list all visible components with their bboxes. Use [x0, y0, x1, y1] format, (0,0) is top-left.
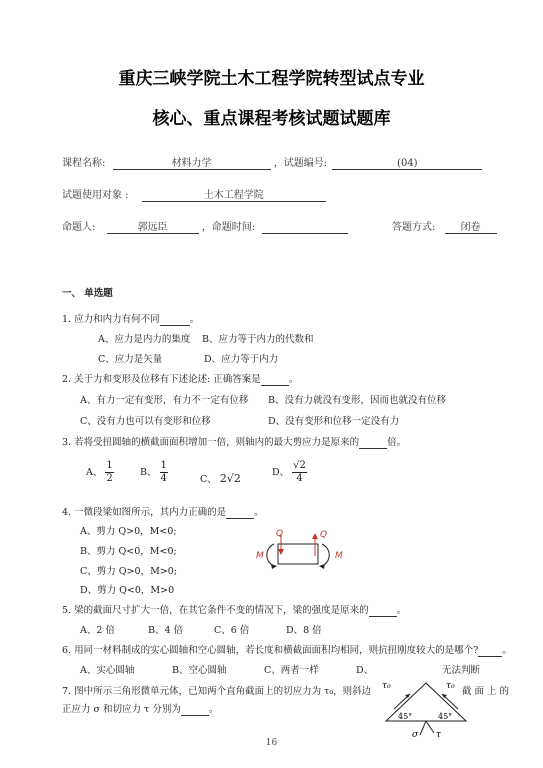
q5-option-b: B、4 倍 [148, 625, 184, 636]
q1-answer-blank[interactable] [160, 314, 190, 326]
right-moment-arc [322, 544, 329, 566]
q4-option-d: D、剪力 Q<0，M>0 [80, 585, 175, 596]
q7-line1b: 截 面 上 的 [462, 686, 510, 697]
fig-tau0-right: τ₀ [446, 681, 455, 691]
section-heading: 一、 单选题 [62, 288, 113, 299]
q3-stem-end: 倍。 [387, 437, 407, 448]
mode-label: 答题方式: [392, 222, 436, 233]
q7-line2 [62, 701, 218, 716]
q3-option-a-label: A、 [86, 467, 103, 478]
audience-label: 试题使用对象 : [62, 190, 129, 201]
fig-q-left: Q [276, 529, 284, 539]
q6-option-d: D、 [356, 665, 374, 676]
triangle-element-figure [376, 679, 476, 739]
document-title-line1: 重庆三峡学院土木工程学院转型试点专业 [118, 69, 425, 89]
author-label: 命题人: [62, 222, 96, 233]
q3-option-c-label: C、 [200, 474, 217, 485]
q3-a-denominator: 2 [106, 473, 113, 484]
q3-b-numerator: 1 [160, 460, 167, 471]
tau-arrow [426, 721, 434, 733]
fig-angle-left: 45° [398, 712, 413, 721]
q2-option-b: B、没有力就没有变形，因而也就没有位移 [268, 395, 446, 406]
fig-tau0-left: τ₀ [382, 681, 391, 691]
left-shear-arrowhead [278, 549, 284, 555]
course-row [62, 154, 482, 170]
q2-option-a: A、有力一定有变形，有力不一定有位移 [80, 395, 249, 406]
q1-stem-text: 1. 应力和内力有何不同 [62, 314, 160, 325]
q2-answer-blank[interactable] [261, 374, 289, 386]
q6-stem [62, 642, 512, 657]
q4-stem-end: 。 [254, 507, 264, 518]
code-label: ，试题编号: [273, 158, 328, 169]
q3-b-denominator: 4 [160, 473, 167, 484]
left-moment-arc [267, 544, 274, 566]
q3-option-a-fraction [105, 460, 113, 485]
q1-stem [62, 311, 199, 326]
q3-d-denominator: 4 [296, 473, 303, 484]
q6-answer-blank[interactable] [478, 645, 502, 657]
fig-m-left: M [256, 551, 264, 561]
q3-option-d [272, 460, 307, 485]
q4-answer-blank[interactable] [226, 507, 254, 519]
q5-option-d: D、8 倍 [286, 625, 322, 636]
fig-m-right: M [335, 551, 343, 561]
q3-option-d-fraction [292, 460, 307, 485]
q6-option-a: A、实心圆轴 [80, 665, 135, 676]
q5-stem-end: 。 [396, 605, 407, 616]
fig-tau: τ [436, 730, 441, 739]
q7-line2-text: 正应力 σ 和切应力 τ 分别为 [62, 704, 181, 715]
q7-line2-end: 。 [208, 704, 219, 715]
q3-answer-blank[interactable] [359, 437, 387, 449]
document-title-line2: 核心、重点课程考核试题试题库 [152, 109, 391, 129]
q6-option-d-text: 无法判断 [442, 665, 481, 676]
q6-option-b: B、空心圆轴 [172, 665, 227, 676]
time-value [262, 222, 348, 234]
q1-option-a: A、应力是内力的集度 [98, 334, 191, 345]
author-value: 郭远臣 [107, 218, 199, 234]
q5-stem [62, 602, 406, 617]
audience-row [62, 186, 326, 202]
q6-stem-end: 。 [502, 645, 512, 656]
q3-stem [62, 434, 406, 449]
q3-option-c-value: 2√2 [219, 472, 241, 485]
right-moment-arrowhead [319, 564, 325, 569]
course-value: 材料力学 [113, 154, 271, 170]
q6-option-c: C、两者一样 [264, 665, 319, 676]
code-value: (04) [332, 158, 482, 170]
right-shear-arrowhead [312, 533, 318, 539]
q3-a-numerator: 1 [106, 460, 113, 471]
page-number: 16 [265, 738, 278, 748]
q4-option-a: A、剪力 Q>0，M<0; [80, 526, 177, 537]
q1-option-c: C、应力是矢量 [98, 354, 163, 365]
q3-option-b-fraction [160, 460, 168, 485]
mode-row [392, 218, 497, 234]
q3-option-b-label: B、 [140, 467, 157, 478]
fig-angle-right: 45° [438, 712, 453, 721]
q6-stem-text: 6. 用同一材料制成的实心圆轴和空心圆轴，若长度和横截面面积均相同，则抗扭刚度较大的是哪个? [62, 645, 479, 656]
q1-option-b: B、应力等于内力的代数和 [202, 334, 314, 345]
mode-value: 闭卷 [445, 218, 497, 234]
q3-option-a [86, 460, 114, 485]
q2-stem [62, 371, 298, 386]
q4-stem [62, 504, 264, 519]
q5-answer-blank[interactable] [369, 605, 397, 617]
q4-stem-text: 4. 一微段梁如图所示，其内力正确的是 [62, 507, 227, 518]
time-label: ，命题时间: [201, 222, 256, 233]
fig-sigma: σ [412, 730, 419, 739]
q4-option-b: B、剪力 Q<0，M<0; [80, 546, 177, 557]
q7-line1: 7. 图中所示三角形微单元体，已知两个直角截面上的切应力为 τ₀，则斜边 [62, 686, 372, 697]
left-moment-arrowhead [271, 564, 277, 569]
beam-element-rect [278, 544, 318, 564]
sigma-arrow [420, 721, 426, 735]
q5-option-c: C、6 倍 [214, 625, 250, 636]
q5-stem-text: 5. 梁的截面尺寸扩大一倍，在其它条件不变的情况下，梁的强度是原来的 [62, 605, 369, 616]
q5-option-a: A、2 倍 [80, 625, 115, 636]
q3-option-c [200, 471, 241, 485]
q1-option-d: D、应力等于内力 [204, 354, 279, 365]
q3-option-d-label: D、 [272, 467, 290, 478]
q2-option-c: C、没有力也可以有变形和位移 [80, 416, 211, 427]
q1-stem-end: 。 [189, 314, 200, 325]
author-row [62, 218, 348, 234]
fig-q-right: Q [320, 530, 328, 540]
q7-answer-blank[interactable] [181, 704, 209, 716]
course-label: 课程名称: [62, 158, 106, 169]
audience-value: 土木工程学院 [142, 186, 326, 202]
q3-stem-text: 3. 若将受扭圆轴的横截面面积增加一倍，则轴内的最大剪应力是原来的 [62, 437, 360, 448]
q3-d-numerator: √2 [293, 460, 306, 471]
q2-option-d: D、没有变形和位移一定没有力 [268, 416, 400, 427]
q4-option-c: C、剪力 Q>0，M>0; [80, 566, 178, 577]
q3-option-b [140, 460, 168, 485]
q2-stem-end: 。 [288, 374, 299, 385]
beam-element-figure [244, 528, 354, 578]
q2-stem-text: 2. 关于力和变形及位移有下述论述: 正确答案是 [62, 374, 261, 385]
